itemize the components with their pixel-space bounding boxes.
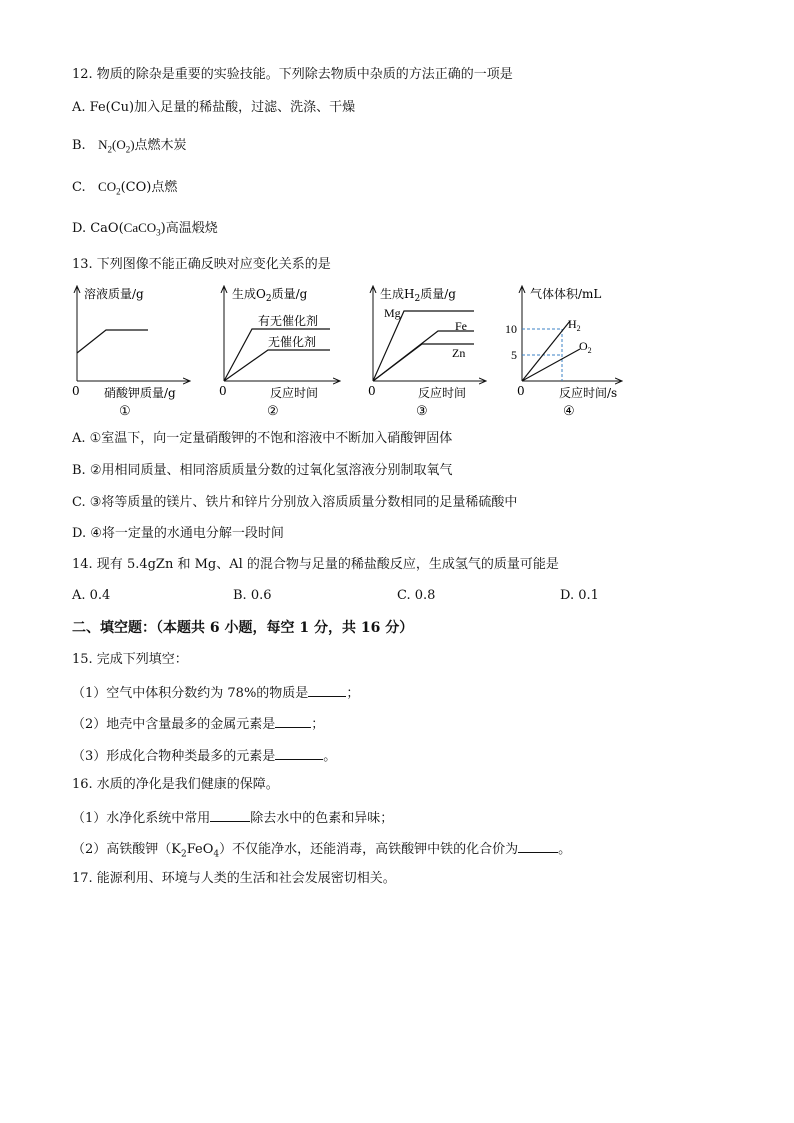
formula-n2: $N_2(O_2)$ [98,137,135,155]
q13-graphs [0,280,794,440]
q13-option-c: C. ③将等质量的镁片、铁片和锌片分别放入溶质质量分数相同的足量稀硫酸中 [72,495,518,510]
graph-2-xlabel: 反应时间 [270,386,319,400]
q15-stem: 15. 完成下列填空： [72,652,188,667]
graph-3-label-fe: Fe [455,319,467,333]
graph-3-label-zn: Zn [452,346,466,360]
q16-part-1: （1）水净化系统中常用 除去水中的色素和异味； [72,807,393,828]
graph-2-label-catalyst: 有无催化剂 [258,314,319,328]
q12-option-b: B. $N_2(O_2)$点燃木炭 [72,137,187,155]
q16-stem: 16. 水质的净化是我们健康的保障。 [72,777,279,792]
graph-1-origin: 0 [72,384,80,398]
graph-1 [72,286,190,419]
graph-2-curve-no-catalyst [224,350,330,381]
graph-4-xlabel: 反应时间/s [559,386,618,400]
graph-1-number: ① [119,404,131,419]
graph-3-label-mg: Mg [384,306,401,320]
graph-1-curve [77,330,148,353]
q12-option-d: D. CaO(CaCO$_3$)高温煅烧 [72,220,218,238]
q15-blank-3[interactable] [275,745,323,760]
graph-2-ylabel: 生成$O_2$质量/g [232,287,308,304]
q13-stem: 13. 下列图像不能正确反映对应变化关系的是 [72,257,331,272]
graph-2-origin: 0 [219,384,227,398]
graph-1-xlabel: 硝酸钾质量/g [104,386,176,400]
graph-4-line-h2 [522,321,570,381]
graph-3 [368,286,486,419]
graph-4-number: ④ [563,404,575,419]
q14-option-a: A. 0.4 [72,588,111,603]
q15-part-2: （2）地壳中含量最多的金属元素是 ； [72,713,324,734]
formula-co2: $CO_2$ [98,179,121,197]
q14-options [72,588,732,606]
q13-option-d: D. ④将一定量的水通电分解一段时间 [72,526,284,541]
q12-option-c: C. $CO_2(CO)$点燃 [72,179,178,197]
q16-part-2: （2）高铁酸钾$(K_2FeO_4)$不仅能净水，还能消毒，高铁酸钾中铁的化合价为 。 [72,838,571,864]
q15-part-1: （1）空气中体积分数约为 78%的物质是 ； [72,682,359,703]
graph-4-line-o2 [522,349,580,381]
q12-stem: 12. 物质的除杂是重要的实验技能。下列除去物质中杂质的方法正确的一项是 [72,67,513,82]
graph-3-number: ③ [416,404,428,419]
q14-stem: 14. 现有 5.4gZn 和 Mg、Al 的混合物与足量的稀盐酸反应，生成氢气的质量可能是 [72,557,559,572]
graph-4-label-h2: $H_2$ [568,317,581,333]
q15-blank-1[interactable] [308,682,346,697]
graph-3-origin: 0 [368,384,376,398]
section-2-title: 二、填空题：（本题共 6 小题，每空 1 分，共 16 分） [72,620,414,636]
graph-2 [219,286,340,419]
graph-2-number: ② [267,404,279,419]
graph-1-ylabel: 溶液质量/g [84,287,144,301]
q14-option-d: D. 0.1 [560,588,599,603]
q14-option-b: B. 0.6 [233,588,272,603]
graph-3-ylabel: 生成$H_2$质量/g [380,287,456,304]
q16-blank-2[interactable] [518,838,558,853]
q16-blank-1[interactable] [210,807,250,822]
graph-4 [505,286,622,419]
graph-4-origin: 0 [517,384,525,398]
q13-option-a: A. ①室温下，向一定量硝酸钾的不饱和溶液中不断加入硝酸钾固体 [72,431,453,446]
graph-4-ylabel: 气体体积/mL [530,287,602,301]
q15-part-3: （3）形成化合物种类最多的元素是 。 [72,745,336,766]
graph-4-label-o2: $O_2$ [579,339,592,355]
q14-option-c: C. 0.8 [397,588,436,603]
q15-blank-2[interactable] [275,713,311,728]
q12-option-a: A. Fe(Cu)加入足量的稀盐酸，过滤、洗涤、干燥 [72,100,356,115]
graph-2-label-no-catalyst: 无催化剂 [268,335,317,349]
q17-stem: 17. 能源利用、环境与人类的生活和社会发展密切相关。 [72,871,396,886]
q13-option-b: B. ②用相同质量、相同溶质质量分数的过氧化氢溶液分别制取氧气 [72,463,453,478]
graph-3-xlabel: 反应时间 [418,386,467,400]
graph-4-tick-10: 10 [505,322,517,336]
formula-caco3: CaCO$_3$ [123,220,161,238]
graph-4-tick-5: 5 [511,348,517,362]
